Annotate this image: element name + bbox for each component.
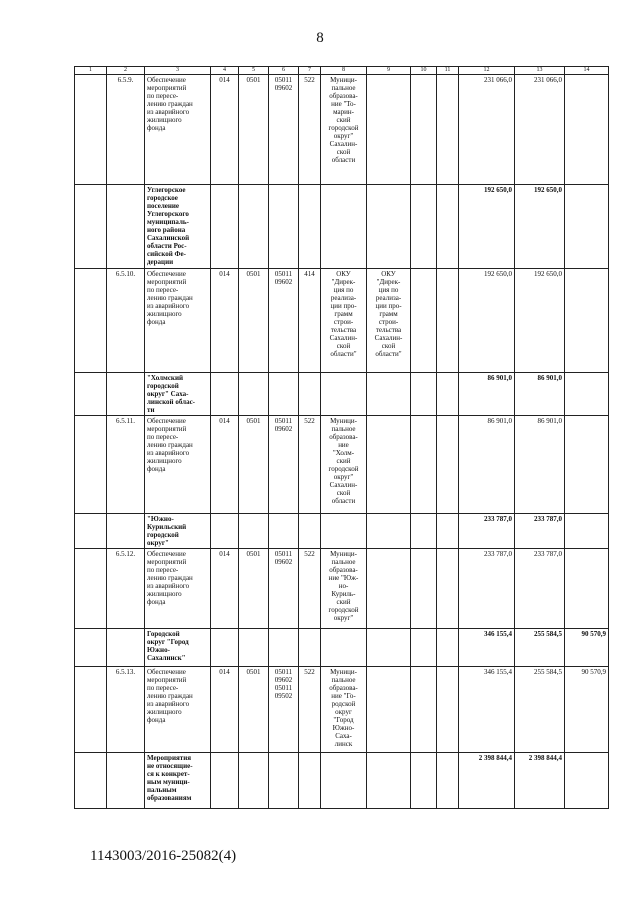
cell-11 bbox=[437, 629, 459, 667]
expense-type-code: 522 bbox=[299, 416, 321, 514]
item-name: Мероприятия не относящие- ся к конкрет- ным муници- пальным образованиям bbox=[145, 753, 211, 809]
item-number bbox=[107, 373, 145, 416]
cell-10 bbox=[411, 549, 437, 629]
amount-regional: 233 787,0 bbox=[515, 514, 565, 549]
cell-10 bbox=[411, 514, 437, 549]
cell-10 bbox=[411, 185, 437, 269]
group-total-row bbox=[75, 373, 609, 416]
ministry-code: 014 bbox=[211, 416, 239, 514]
target-code: 05011 09602 bbox=[269, 269, 299, 373]
amount-total: 192 650,0 bbox=[459, 185, 515, 269]
amount-local: 90 570,9 bbox=[565, 667, 609, 753]
item-name: Обеспечение мероприятий по пересе- лению граждан из аварийного жилищного фонда bbox=[145, 667, 211, 753]
column-header-9: 9 bbox=[367, 67, 411, 75]
table-header-row bbox=[75, 67, 609, 75]
item-name: "Южно- Курильский городской округ" bbox=[145, 514, 211, 549]
target-code: 05011 09602 bbox=[269, 75, 299, 185]
section-code bbox=[239, 514, 269, 549]
target-code: 05011 09602 bbox=[269, 549, 299, 629]
customer bbox=[367, 373, 411, 416]
column-header-5: 5 bbox=[239, 67, 269, 75]
customer bbox=[367, 185, 411, 269]
item-number bbox=[107, 753, 145, 809]
section-code: 0501 bbox=[239, 75, 269, 185]
recipient bbox=[321, 373, 367, 416]
item-name: Обеспечение мероприятий по пересе- лению граждан из аварийного жилищного фонда bbox=[145, 549, 211, 629]
empty-cell bbox=[75, 629, 107, 667]
target-code bbox=[269, 373, 299, 416]
amount-local bbox=[565, 753, 609, 809]
recipient: Муници- пальное образова- ние "Холм- ский городской округ" Сахалин- ской области bbox=[321, 416, 367, 514]
column-header-12: 12 bbox=[459, 67, 515, 75]
cell-11 bbox=[437, 667, 459, 753]
cell-10 bbox=[411, 629, 437, 667]
customer bbox=[367, 416, 411, 514]
ministry-code bbox=[211, 753, 239, 809]
recipient bbox=[321, 514, 367, 549]
expense-type-code bbox=[299, 185, 321, 269]
section-code bbox=[239, 185, 269, 269]
cell-11 bbox=[437, 185, 459, 269]
cell-11 bbox=[437, 373, 459, 416]
expense-type-code bbox=[299, 753, 321, 809]
expense-type-code: 414 bbox=[299, 269, 321, 373]
target-code bbox=[269, 629, 299, 667]
ministry-code bbox=[211, 629, 239, 667]
recipient bbox=[321, 185, 367, 269]
recipient: Муници- пальное образова- ние "Юж- но- Куриль- ский городской округ" bbox=[321, 549, 367, 629]
amount-regional: 192 650,0 bbox=[515, 185, 565, 269]
customer bbox=[367, 75, 411, 185]
recipient bbox=[321, 629, 367, 667]
table-row bbox=[75, 269, 609, 373]
ministry-code bbox=[211, 514, 239, 549]
empty-cell bbox=[75, 373, 107, 416]
cell-11 bbox=[437, 416, 459, 514]
section-code bbox=[239, 753, 269, 809]
item-name: Обеспечение мероприятий по пересе- лению граждан из аварийного жилищного фонда bbox=[145, 75, 211, 185]
page-number: 8 bbox=[316, 30, 324, 46]
group-total-row bbox=[75, 185, 609, 269]
amount-local bbox=[565, 549, 609, 629]
recipient bbox=[321, 753, 367, 809]
item-number: 6.5.13. bbox=[107, 667, 145, 753]
group-total-row bbox=[75, 629, 609, 667]
amount-local bbox=[565, 416, 609, 514]
item-name: Обеспечение мероприятий по пересе- лению граждан из аварийного жилищного фонда bbox=[145, 269, 211, 373]
cell-10 bbox=[411, 753, 437, 809]
group-total-row bbox=[75, 514, 609, 549]
column-header-1: 1 bbox=[75, 67, 107, 75]
ministry-code: 014 bbox=[211, 667, 239, 753]
table-body bbox=[75, 75, 609, 809]
table-row bbox=[75, 667, 609, 753]
amount-total: 192 650,0 bbox=[459, 269, 515, 373]
item-number: 6.5.11. bbox=[107, 416, 145, 514]
empty-cell bbox=[75, 514, 107, 549]
section-code: 0501 bbox=[239, 549, 269, 629]
item-number bbox=[107, 185, 145, 269]
empty-cell bbox=[75, 269, 107, 373]
item-number: 6.5.12. bbox=[107, 549, 145, 629]
cell-10 bbox=[411, 269, 437, 373]
customer bbox=[367, 753, 411, 809]
ministry-code bbox=[211, 185, 239, 269]
amount-regional: 86 901,0 bbox=[515, 416, 565, 514]
ministry-code: 014 bbox=[211, 269, 239, 373]
group-total-row bbox=[75, 753, 609, 809]
customer bbox=[367, 629, 411, 667]
empty-cell bbox=[75, 416, 107, 514]
amount-regional: 231 066,0 bbox=[515, 75, 565, 185]
cell-10 bbox=[411, 416, 437, 514]
amount-local: 90 570,9 bbox=[565, 629, 609, 667]
cell-10 bbox=[411, 373, 437, 416]
section-code: 0501 bbox=[239, 416, 269, 514]
amount-total: 2 398 844,4 bbox=[459, 753, 515, 809]
section-code: 0501 bbox=[239, 269, 269, 373]
amount-regional: 233 787,0 bbox=[515, 549, 565, 629]
target-code: 05011 09602 bbox=[269, 416, 299, 514]
expense-type-code bbox=[299, 629, 321, 667]
ministry-code: 014 bbox=[211, 75, 239, 185]
amount-total: 346 155,4 bbox=[459, 629, 515, 667]
column-header-3: 3 bbox=[145, 67, 211, 75]
amount-local bbox=[565, 373, 609, 416]
amount-total: 233 787,0 bbox=[459, 514, 515, 549]
amount-total: 86 901,0 bbox=[459, 373, 515, 416]
amount-regional: 255 584,5 bbox=[515, 629, 565, 667]
item-number bbox=[107, 514, 145, 549]
column-header-7: 7 bbox=[299, 67, 321, 75]
amount-local bbox=[565, 185, 609, 269]
customer bbox=[367, 667, 411, 753]
amount-total: 231 066,0 bbox=[459, 75, 515, 185]
column-header-10: 10 bbox=[411, 67, 437, 75]
ministry-code: 014 bbox=[211, 549, 239, 629]
customer bbox=[367, 549, 411, 629]
customer: ОКУ "Дирек- ция по реализа- ции про- грамм строи- тельства Сахалин- ской области" bbox=[367, 269, 411, 373]
expense-type-code bbox=[299, 373, 321, 416]
empty-cell bbox=[75, 753, 107, 809]
amount-total: 233 787,0 bbox=[459, 549, 515, 629]
amount-regional: 2 398 844,4 bbox=[515, 753, 565, 809]
item-number: 6.5.10. bbox=[107, 269, 145, 373]
column-header-8: 8 bbox=[321, 67, 367, 75]
table-row bbox=[75, 416, 609, 514]
cell-11 bbox=[437, 269, 459, 373]
column-header-2: 2 bbox=[107, 67, 145, 75]
budget-table bbox=[74, 66, 609, 809]
cell-10 bbox=[411, 75, 437, 185]
expense-type-code bbox=[299, 514, 321, 549]
empty-cell bbox=[75, 667, 107, 753]
recipient: Муници- пальное образова- ние "То- марин- ский городской округ" Сахалин- ской области bbox=[321, 75, 367, 185]
recipient: ОКУ "Дирек- ция по реализа- ции про- грамм строи- тельства Сахалин- ской области" bbox=[321, 269, 367, 373]
empty-cell bbox=[75, 75, 107, 185]
amount-total: 346 155,4 bbox=[459, 667, 515, 753]
item-name: "Холмский городской округ" Саха- линской облас- ти bbox=[145, 373, 211, 416]
column-header-11: 11 bbox=[437, 67, 459, 75]
column-header-14: 14 bbox=[565, 67, 609, 75]
expense-type-code: 522 bbox=[299, 75, 321, 185]
target-code bbox=[269, 185, 299, 269]
amount-regional: 86 901,0 bbox=[515, 373, 565, 416]
expense-type-code: 522 bbox=[299, 549, 321, 629]
footer-document-code: 1143003/2016-25082(4) bbox=[90, 848, 237, 864]
item-number: 6.5.9. bbox=[107, 75, 145, 185]
item-name: Обеспечение мероприятий по пересе- лению граждан из аварийного жилищного фонда bbox=[145, 416, 211, 514]
target-code bbox=[269, 514, 299, 549]
cell-10 bbox=[411, 667, 437, 753]
section-code bbox=[239, 629, 269, 667]
amount-local bbox=[565, 75, 609, 185]
section-code: 0501 bbox=[239, 667, 269, 753]
ministry-code bbox=[211, 373, 239, 416]
amount-regional: 192 650,0 bbox=[515, 269, 565, 373]
amount-local bbox=[565, 269, 609, 373]
expense-type-code: 522 bbox=[299, 667, 321, 753]
column-header-4: 4 bbox=[211, 67, 239, 75]
empty-cell bbox=[75, 185, 107, 269]
target-code: 05011 09602 05011 09502 bbox=[269, 667, 299, 753]
empty-cell bbox=[75, 549, 107, 629]
item-name: Городской округ "Город Южно- Сахалинск" bbox=[145, 629, 211, 667]
cell-11 bbox=[437, 514, 459, 549]
cell-11 bbox=[437, 75, 459, 185]
cell-11 bbox=[437, 753, 459, 809]
item-number bbox=[107, 629, 145, 667]
amount-total: 86 901,0 bbox=[459, 416, 515, 514]
amount-regional: 255 584,5 bbox=[515, 667, 565, 753]
customer bbox=[367, 514, 411, 549]
section-code bbox=[239, 373, 269, 416]
column-header-6: 6 bbox=[269, 67, 299, 75]
recipient: Муници- пальное образова- ние "Го- родской округ "Город Южно- Саха- линск bbox=[321, 667, 367, 753]
target-code bbox=[269, 753, 299, 809]
table-row bbox=[75, 549, 609, 629]
amount-local bbox=[565, 514, 609, 549]
item-name: Углегорское городское поселение Углегорского муниципаль- ного района Сахалинской области Рос- сийской Фе- дерации bbox=[145, 185, 211, 269]
table-row bbox=[75, 75, 609, 185]
cell-11 bbox=[437, 549, 459, 629]
column-header-13: 13 bbox=[515, 67, 565, 75]
